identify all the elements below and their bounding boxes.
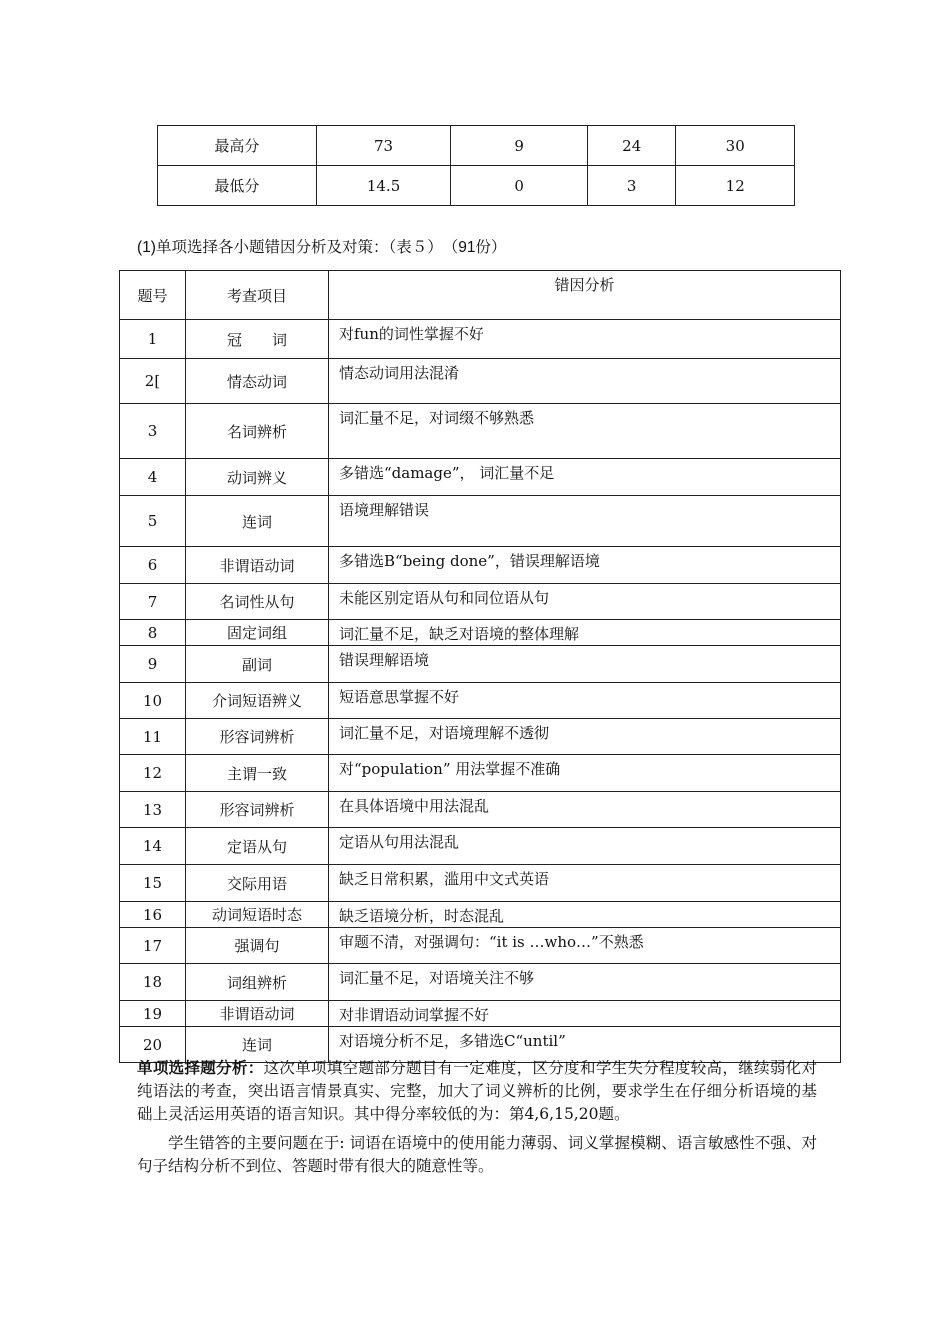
table-row <box>120 755 841 792</box>
question-number: 3 <box>120 404 186 459</box>
table-row <box>120 928 841 964</box>
header-reason: 错因分析 <box>329 271 841 320</box>
question-number: 15 <box>120 865 186 902</box>
topic-cell: 强调句 <box>186 928 329 964</box>
topic-cell: 副词 <box>186 646 329 683</box>
score-cell: 73 <box>316 126 451 166</box>
error-reason-cell: 对fun的词性掌握不好 <box>329 320 841 359</box>
question-number: 12 <box>120 755 186 792</box>
topic-cell: 主谓一致 <box>186 755 329 792</box>
topic-cell: 连词 <box>186 1027 329 1063</box>
table-row <box>120 547 841 584</box>
table-header-row <box>120 271 841 320</box>
question-number: 18 <box>120 964 186 1001</box>
error-reason-cell: 审题不清，对强调句：“it is …who…”不熟悉 <box>329 928 841 964</box>
score-cell: 12 <box>676 166 795 206</box>
topic-cell: 定语从句 <box>186 828 329 865</box>
table-row <box>120 584 841 620</box>
table-row <box>120 719 841 755</box>
topic-cell: 冠 词 <box>186 320 329 359</box>
score-cell: 9 <box>451 126 588 166</box>
error-analysis-table <box>119 270 841 1063</box>
problems-paragraph: 学生错答的主要问题在于: 词语在语境中的使用能力薄弱、词义掌握模糊、语言敏感性不强、对句子结构分析不到位、答题时带有很大的随意性等。 <box>137 1134 817 1175</box>
topic-cell: 词组辨析 <box>186 964 329 1001</box>
error-reason-cell: 词汇量不足，对语境关注不够 <box>329 964 841 1001</box>
table-row <box>158 126 795 166</box>
score-summary-table <box>157 125 795 206</box>
question-number: 16 <box>120 902 186 928</box>
question-number: 13 <box>120 792 186 828</box>
error-reason-cell: 对非谓语动词掌握不好 <box>329 1001 841 1027</box>
score-cell: 14.5 <box>316 166 451 206</box>
error-reason-cell: 语境理解错误 <box>329 496 841 547</box>
table-row <box>120 359 841 404</box>
score-cell: 24 <box>588 126 676 166</box>
header-item: 考查项目 <box>186 271 329 320</box>
header-num: 题号 <box>120 271 186 320</box>
error-reason-cell: 缺乏日常积累，滥用中文式英语 <box>329 865 841 902</box>
error-reason-cell: 在具体语境中用法混乱 <box>329 792 841 828</box>
table-row <box>120 496 841 547</box>
paragraph-lead: 单项选择题分析： <box>137 1060 264 1077</box>
topic-cell: 连词 <box>186 496 329 547</box>
question-number: 2[ <box>120 359 186 404</box>
error-reason-cell: 多错选B“being done”，错误理解语境 <box>329 547 841 584</box>
question-number: 8 <box>120 620 186 646</box>
table-row <box>158 166 795 206</box>
table-row <box>120 902 841 928</box>
error-reason-cell: 对语境分析不足，多错选C“until” <box>329 1027 841 1063</box>
table-row <box>120 459 841 496</box>
table-row <box>120 646 841 683</box>
question-number: 20 <box>120 1027 186 1063</box>
score-cell: 30 <box>676 126 795 166</box>
topic-cell: 交际用语 <box>186 865 329 902</box>
topic-cell: 情态动词 <box>186 359 329 404</box>
table-row <box>120 320 841 359</box>
error-reason-cell: 情态动词用法混淆 <box>329 359 841 404</box>
table-row <box>120 1001 841 1027</box>
error-reason-cell: 未能区别定语从句和同位语从句 <box>329 584 841 620</box>
topic-cell: 名词性从句 <box>186 584 329 620</box>
question-number: 5 <box>120 496 186 547</box>
question-number: 14 <box>120 828 186 865</box>
table-row <box>120 865 841 902</box>
table-caption: (1)单项选择各小题错因分析及对策：（表５） （91份） <box>137 239 507 256</box>
topic-cell: 非谓语动词 <box>186 1001 329 1027</box>
table-row <box>120 683 841 719</box>
error-reason-cell: 词汇量不足，对词缀不够熟悉 <box>329 404 841 459</box>
error-reason-cell: 对“population” 用法掌握不准确 <box>329 755 841 792</box>
topic-cell: 动词辨义 <box>186 459 329 496</box>
topic-cell: 固定词组 <box>186 620 329 646</box>
question-number: 11 <box>120 719 186 755</box>
question-number: 10 <box>120 683 186 719</box>
error-reason-cell: 多错选“damage”， 词汇量不足 <box>329 459 841 496</box>
question-number: 6 <box>120 547 186 584</box>
error-reason-cell: 词汇量不足，对语境理解不透彻 <box>329 719 841 755</box>
table-row <box>120 404 841 459</box>
topic-cell: 非谓语动词 <box>186 547 329 584</box>
question-number: 4 <box>120 459 186 496</box>
error-reason-cell: 定语从句用法混乱 <box>329 828 841 865</box>
topic-cell: 名词辨析 <box>186 404 329 459</box>
error-reason-cell: 缺乏语境分析，时态混乱 <box>329 902 841 928</box>
table-row <box>120 792 841 828</box>
table-row <box>120 964 841 1001</box>
error-reason-cell: 词汇量不足，缺乏对语境的整体理解 <box>329 620 841 646</box>
question-number: 9 <box>120 646 186 683</box>
topic-cell: 动词短语时态 <box>186 902 329 928</box>
topic-cell: 介词短语辨义 <box>186 683 329 719</box>
question-number: 17 <box>120 928 186 964</box>
row-label: 最高分 <box>158 126 317 166</box>
row-label: 最低分 <box>158 166 317 206</box>
paragraph-text: 这次单项填空题部分题目有一定难度，区分度和学生失分程度较高，继续弱化对纯语法的考查，突出语言情景真实、完整，加大了词义辨析的比例，要求学生在仔细分析语境的基础上灵活运用英语的语言知识。其中得分率较低的为：第4,6,15,20题。 <box>137 1059 817 1123</box>
analysis-paragraph <box>137 1057 817 1126</box>
table-row <box>120 828 841 865</box>
topic-cell: 形容词辨析 <box>186 792 329 828</box>
error-reason-cell: 短语意思掌握不好 <box>329 683 841 719</box>
question-number: 1 <box>120 320 186 359</box>
table-row <box>120 620 841 646</box>
question-number: 7 <box>120 584 186 620</box>
topic-cell: 形容词辨析 <box>186 719 329 755</box>
error-reason-cell: 错误理解语境 <box>329 646 841 683</box>
score-cell: 3 <box>588 166 676 206</box>
question-number: 19 <box>120 1001 186 1027</box>
score-cell: 0 <box>451 166 588 206</box>
